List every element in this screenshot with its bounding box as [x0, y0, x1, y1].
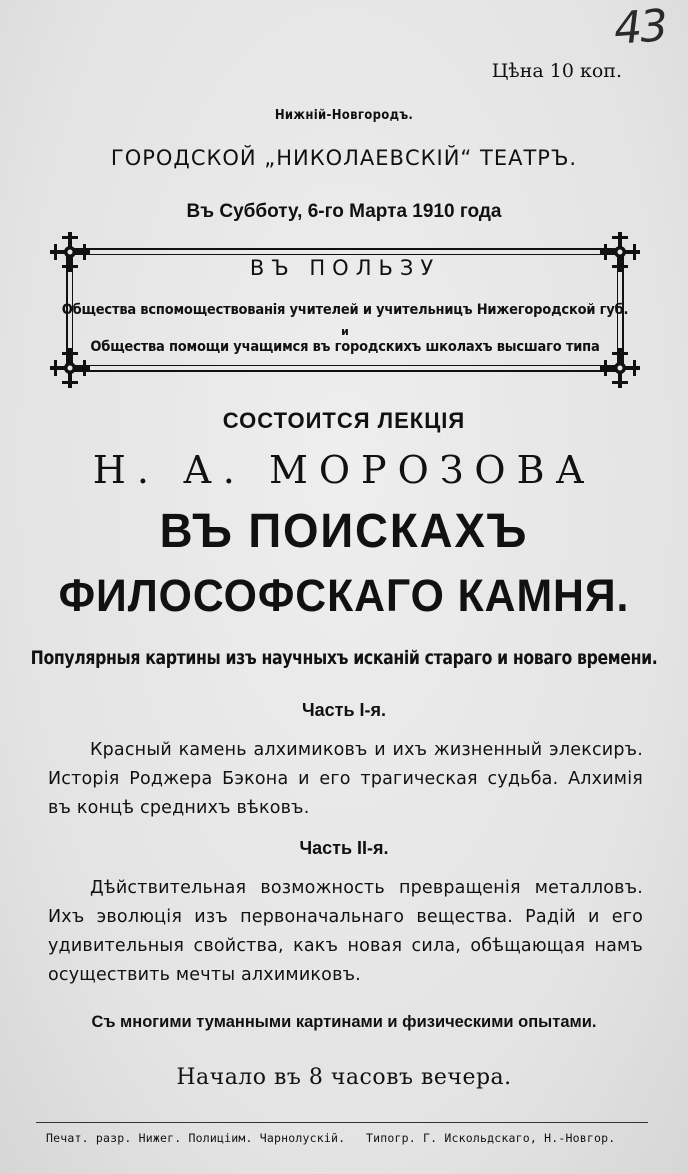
lecturer-name: Н. А. МОРОЗОВА [92, 448, 596, 492]
benefit-society-1: Общества вспомоществованія учителей и учительницъ Нижегородской губ. [61, 302, 629, 318]
part-1-heading: Часть I-я. [301, 700, 387, 720]
theatre-name: ГОРОДСКОЙ „НИКОЛАЕВСКІЙ“ ТЕАТРЪ. [110, 146, 578, 170]
part-2-heading: Часть II-я. [299, 838, 389, 858]
part-1-text: Красный камень алхимиковъ и ихъ жизненный элексиръ. Исторія Роджера Бэкона и его трагическая судьба. Алхимія въ концѣ среднихъ вѣковъ. [48, 740, 643, 818]
footer-censor-note: Печат. разр. Нижег. Полиціим. Чарнолускій. [46, 1131, 346, 1145]
price-label: Цѣна 10 коп. [491, 60, 622, 82]
part-2-text: Дѣйствительная возможность превращенія металловъ. Ихъ эволюція изъ первоначальнаго вещества. Радій и его удивительныя свойства, какъ новая сила, обѣщающая намъ осуществить мечты алхимиковъ. [48, 878, 643, 985]
lecture-title-line-2: ФИЛОСОФСКАГО КАМНЯ. [58, 570, 630, 621]
part-2-description [48, 874, 643, 990]
footer-printer-note: Типогр. Г. Искольдскаго, Н.-Новгор. [366, 1131, 616, 1145]
event-date: Въ Субботу, 6-го Марта 1910 года [186, 201, 502, 222]
benefit-conjunction: и [341, 325, 349, 338]
lecture-subtitle: Популярныя картины изъ научныхъ исканій стараго и новаго времени. [30, 647, 658, 669]
benefit-heading: ВЪ ПОЛЬЗУ [249, 256, 441, 280]
footer-divider [36, 1122, 648, 1123]
lecture-title-line-1: ВЪ ПОИСКАХЪ [159, 505, 529, 558]
benefit-society-2: Общества помощи учащимся въ городскихъ школахъ высшаго типа [90, 339, 600, 355]
benefit-frame [60, 242, 630, 378]
start-time: Начало въ 8 часовъ вечера. [176, 1065, 512, 1090]
archive-number: 43 [612, 0, 668, 55]
city-line: Нижній-Новгородъ. [274, 108, 414, 123]
lecture-announcement: СОСТОИТСЯ ЛЕКЦІЯ [222, 408, 466, 433]
part-1-description [48, 736, 643, 823]
extras-note: Съ многими туманными картинами и физическими опытами. [91, 1013, 597, 1031]
